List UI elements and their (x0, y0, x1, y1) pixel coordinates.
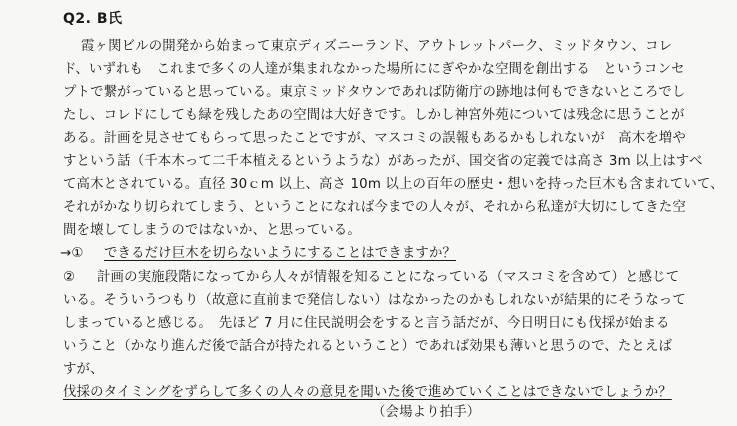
paragraph-line: ド、いずれも これまで多くの人達が集まれなかった場所ににぎやかな空間を創出する というコンセ (63, 62, 685, 77)
paragraph-line: いうこと（かなり進んだ後で話合が持たれるということ）であれば効果も薄いと思うので、たとえば (63, 339, 673, 354)
paragraph-line: しまっていると感じる。 先ほど 7 月に住民説明会をすると言う話だが、今日明日にも伐採が始まる (63, 316, 670, 331)
question-1-text: できるだけ巨木を切らないようにすることはできますか？ (104, 246, 457, 261)
question-heading: Q2. B氏 (63, 11, 123, 27)
paragraph-line: 霞ヶ関ビルの開発から始まって東京ディズニーランド、アウトレットパーク、ミッドタウン、コレ (81, 39, 673, 54)
question-1-marker: →① (60, 246, 84, 261)
question-2-underlined: 伐採のタイミングをずらして多くの人々の意見を聞いた後で進めていくことはできないでしょうか？ (63, 385, 672, 400)
question-2-marker: ② (63, 270, 76, 285)
paragraph-line: ある。計画を見させてもらって思ったことですが、マスコミの誤報もあるかもしれないが 高木を増や (63, 131, 686, 146)
paragraph-line: プトで繋がっていると思っている。東京ミッドタウンであれば防衛庁の跡地は何もできないところでし (63, 85, 686, 100)
applause-note: （会場より拍手） (372, 405, 481, 420)
question-2-text: 計画の実施段階になってから人々が情報を知ることになっている（マスコミを含めて）と感じて (97, 270, 680, 285)
paragraph-line: すという話（千本木って二千本植えるというような）があったが、国交省の定義では高さ 3m 以上はすべ (63, 154, 703, 169)
paragraph-line: て高木とされている。直径 30ｃm 以上、高さ 10m 以上の百年の歴史・想いを持った巨木も含まれていて、 (63, 177, 724, 192)
paragraph-line: 間を壊してしまうのではないか、と思っている。 (63, 223, 361, 238)
paragraph-line: すが、 (63, 362, 104, 377)
paragraph-line: いる。そういうつもり（故意に直前まで発信しない）はなかったのかもしれないが結果的にそうなって (63, 293, 686, 308)
question-2-line (63, 268, 679, 288)
paragraph-line: たし、コレドにしても緑を残したあの空間は大好きです。しかし神宮外苑については残念に思うことが (63, 108, 685, 123)
question-1 (60, 244, 456, 264)
paragraph-line: それがかなり切られてしまう、ということになれば今までの人々が、それから私達が大切にしてきた空 (63, 200, 686, 215)
